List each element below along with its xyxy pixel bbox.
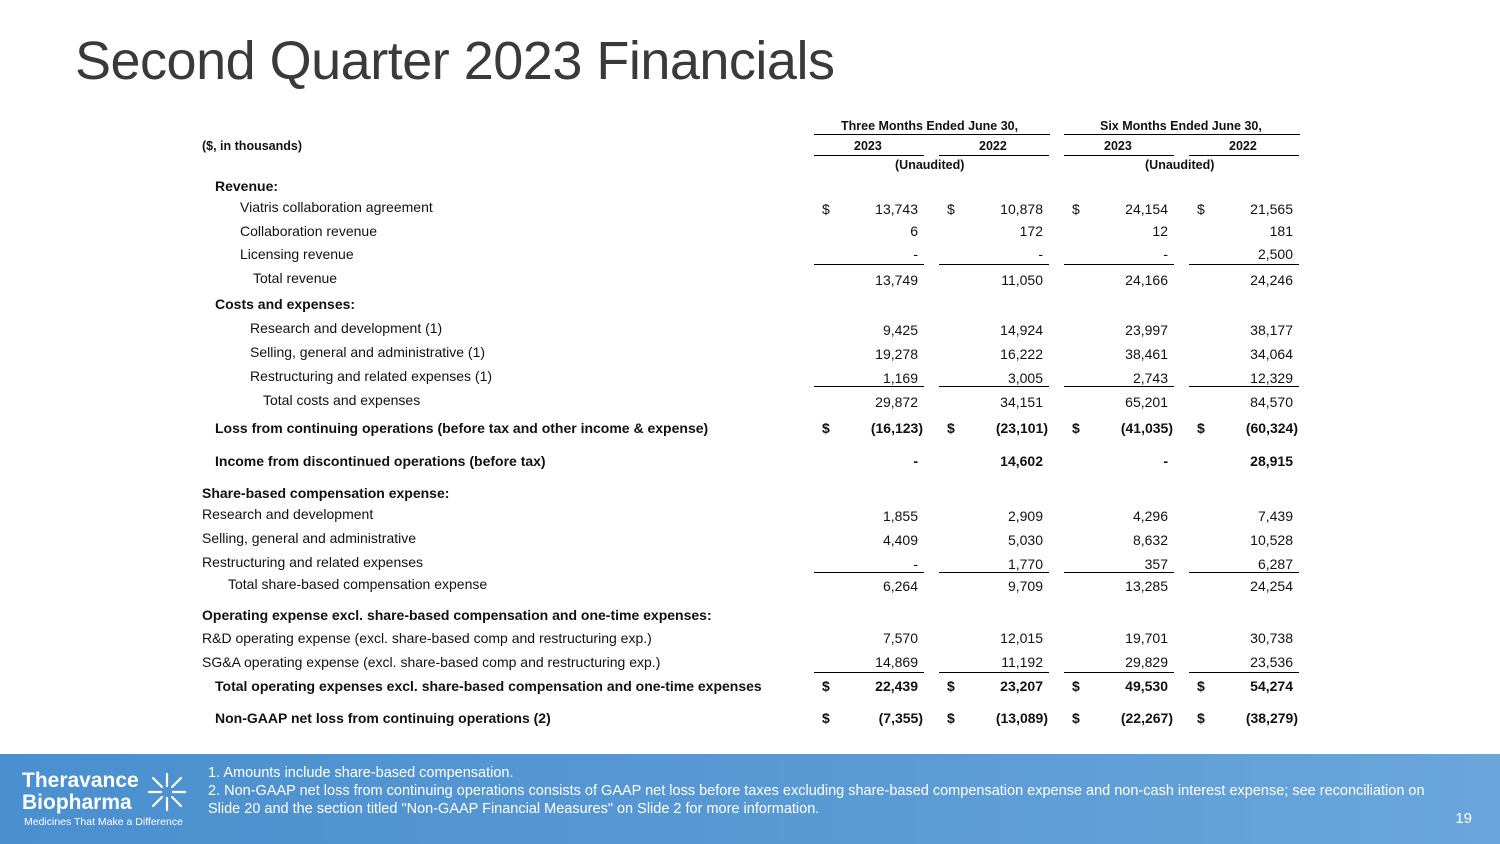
cell-value: 10,528 <box>1250 532 1293 548</box>
dollar-sign: $ <box>822 678 830 694</box>
row-label: Selling, general and administrative (1) <box>250 344 486 360</box>
cell-value: 38,461 <box>1125 346 1168 362</box>
cell-value: 12,015 <box>1000 630 1043 646</box>
cell-value: 84,570 <box>1250 394 1293 410</box>
cell-value: 1,770 <box>1007 556 1043 572</box>
row-label: Total share-based compensation expense <box>228 576 488 592</box>
underline <box>1189 386 1299 387</box>
row-label: SG&A operating expense (excl. share-based comp and restructuring exp.) <box>202 654 661 670</box>
row-label: Restructuring and related expenses <box>202 554 424 570</box>
underline <box>1189 572 1299 573</box>
cell-value: 49,530 <box>1125 678 1168 694</box>
cell-value: - <box>1163 246 1168 262</box>
cell-value: 34,151 <box>1000 394 1043 410</box>
header-unaudited-s: (Unaudited) <box>1145 158 1215 172</box>
footnote-1: 1. Amounts include share-based compensation. <box>208 765 514 781</box>
cell-value: 5,030 <box>1007 532 1043 548</box>
cell-value: (22,267) <box>1120 710 1173 726</box>
cell-value: 8,632 <box>1132 532 1168 548</box>
cell-value: 13,285 <box>1125 578 1168 594</box>
dollar-sign: $ <box>1072 710 1080 726</box>
cell-value: 11,192 <box>1001 654 1043 670</box>
row-label: Costs and expenses: <box>215 296 356 312</box>
row-label: Operating expense excl. share-based compensation and one-time expenses: <box>202 607 712 623</box>
cell-value: 10,878 <box>1000 201 1043 217</box>
row-label: Total operating expenses excl. share-based compensation and one-time expenses <box>215 678 762 694</box>
header-six-months: Six Months Ended June 30, <box>1100 119 1262 133</box>
cell-value: 65,201 <box>1125 394 1168 410</box>
cell-value: 12,329 <box>1250 370 1293 386</box>
cell-value: 23,536 <box>1250 654 1293 670</box>
underline <box>1064 386 1174 387</box>
cell-value: (13,089) <box>995 710 1048 726</box>
cell-value: 181 <box>1269 223 1293 239</box>
header-unaudited-q: (Unaudited) <box>895 158 965 172</box>
underline <box>939 572 1049 573</box>
cell-value: - <box>1163 453 1168 469</box>
cell-value: 4,409 <box>882 532 918 548</box>
cell-value: (7,355) <box>878 710 923 726</box>
cell-value: 24,246 <box>1250 272 1293 288</box>
dollar-sign: $ <box>1197 420 1205 436</box>
cell-value: 24,166 <box>1125 272 1168 288</box>
cell-value: 12 <box>1152 223 1168 239</box>
cell-value: 2,743 <box>1132 370 1168 386</box>
cell-value: 38,177 <box>1250 322 1293 338</box>
cell-value: 172 <box>1019 223 1043 239</box>
underline <box>1189 672 1299 673</box>
cell-value: 7,570 <box>882 630 918 646</box>
row-label: Revenue: <box>215 178 279 194</box>
cell-value: 19,278 <box>875 346 918 362</box>
cell-value: 1,855 <box>882 508 918 524</box>
row-label: Total revenue <box>253 270 338 286</box>
cell-value: 23,997 <box>1125 322 1168 338</box>
theravance-star-icon <box>147 772 187 812</box>
cell-value: (41,035) <box>1120 420 1173 436</box>
row-label: Licensing revenue <box>240 246 354 262</box>
underline <box>1064 264 1174 265</box>
cell-value: 14,869 <box>875 654 918 670</box>
underline <box>939 672 1049 673</box>
dollar-sign: $ <box>947 678 955 694</box>
header-year-q-2022: 2022 <box>979 139 1007 153</box>
cell-value: 24,154 <box>1125 201 1168 217</box>
cell-value: 23,207 <box>1000 678 1043 694</box>
row-label: Share-based compensation expense: <box>202 485 450 501</box>
cell-value: (16,123) <box>870 420 923 436</box>
dollar-sign: $ <box>947 201 955 217</box>
cell-value: - <box>913 453 918 469</box>
cell-value: 21,565 <box>1250 201 1293 217</box>
dollar-sign: $ <box>822 201 830 217</box>
cell-value: (38,279) <box>1245 710 1298 726</box>
cell-value: 30,738 <box>1250 630 1293 646</box>
underline <box>1064 672 1174 673</box>
underline <box>939 264 1049 265</box>
cell-value: 9,425 <box>882 322 918 338</box>
header-year-s-2023: 2023 <box>1104 139 1132 153</box>
cell-value: 6,287 <box>1257 556 1293 572</box>
underline <box>814 386 924 387</box>
row-label: Income from discontinued operations (before tax) <box>215 453 546 469</box>
row-label: Research and development <box>202 506 374 522</box>
cell-value: 13,749 <box>875 272 918 288</box>
cell-value: - <box>913 556 918 572</box>
dollar-sign: $ <box>947 420 955 436</box>
cell-value: 2,500 <box>1257 246 1293 262</box>
page-number: 19 <box>1455 810 1472 827</box>
row-label: Viatris collaboration agreement <box>240 199 433 215</box>
cell-value: 34,064 <box>1250 346 1293 362</box>
row-label: Loss from continuing operations (before tax and other income & expense) <box>215 420 709 436</box>
dollar-sign: $ <box>822 710 830 726</box>
cell-value: 9,709 <box>1007 578 1043 594</box>
dollar-sign: $ <box>1197 201 1205 217</box>
page-title: Second Quarter 2023 Financials <box>75 31 835 91</box>
row-label: Non-GAAP net loss from continuing operations (2) <box>215 710 551 726</box>
header-units: ($, in thousands) <box>202 139 302 153</box>
footnote-2: 2. Non-GAAP net loss from continuing operations consists of GAAP net loss before taxes excluding share-based compensation expense and non-cash interest expense; see reconciliation on Slide 20 and the section titled "Non-GAAP Financial Measures" on Slide 2 for more information. <box>208 783 1425 817</box>
cell-value: 11,050 <box>1001 272 1043 288</box>
logo-line-2: Biopharma <box>22 791 132 814</box>
cell-value: 4,296 <box>1132 508 1168 524</box>
cell-value: 7,439 <box>1257 508 1293 524</box>
underline <box>1064 572 1174 573</box>
dollar-sign: $ <box>1072 201 1080 217</box>
header-year-s-2022: 2022 <box>1229 139 1257 153</box>
logo-line-1: Theravance <box>22 769 139 792</box>
footer-bar <box>0 754 1500 844</box>
cell-value: 3,005 <box>1007 370 1043 386</box>
cell-value: 29,829 <box>1125 654 1168 670</box>
cell-value: - <box>913 246 918 262</box>
cell-value: 24,254 <box>1250 578 1293 594</box>
dollar-sign: $ <box>1072 678 1080 694</box>
dollar-sign: $ <box>1072 420 1080 436</box>
underline <box>814 264 924 265</box>
cell-value: (23,101) <box>995 420 1048 436</box>
cell-value: (60,324) <box>1245 420 1298 436</box>
cell-value: 6,264 <box>882 578 918 594</box>
underline <box>1189 264 1299 265</box>
row-label: Collaboration revenue <box>240 223 377 239</box>
logo-text <box>22 770 139 814</box>
header-year-q-2023: 2023 <box>854 139 882 153</box>
cell-value: 22,439 <box>875 678 918 694</box>
cell-value: 28,915 <box>1250 453 1293 469</box>
cell-value: 29,872 <box>875 394 918 410</box>
dollar-sign: $ <box>822 420 830 436</box>
cell-value: 14,602 <box>1000 453 1043 469</box>
cell-value: 16,222 <box>1000 346 1043 362</box>
underline <box>939 386 1049 387</box>
row-label: Research and development (1) <box>250 320 443 336</box>
cell-value: 6 <box>910 223 918 239</box>
cell-value: 2,909 <box>1007 508 1043 524</box>
cell-value: 19,701 <box>1125 630 1168 646</box>
dollar-sign: $ <box>1197 678 1205 694</box>
cell-value: 357 <box>1144 556 1168 572</box>
row-label: Total costs and expenses <box>263 392 421 408</box>
cell-value: 54,274 <box>1250 678 1293 694</box>
underline <box>814 572 924 573</box>
underline <box>814 672 924 673</box>
dollar-sign: $ <box>1197 710 1205 726</box>
dollar-sign: $ <box>947 710 955 726</box>
cell-value: - <box>1038 246 1043 262</box>
row-label: R&D operating expense (excl. share-based comp and restructuring exp.) <box>202 630 652 646</box>
cell-value: 13,743 <box>875 201 918 217</box>
header-three-months: Three Months Ended June 30, <box>841 119 1019 133</box>
row-label: Restructuring and related expenses (1) <box>250 368 493 384</box>
cell-value: 14,924 <box>1000 322 1043 338</box>
row-label: Selling, general and administrative <box>202 530 417 546</box>
logo-tagline: Medicines That Make a Difference <box>24 816 183 828</box>
cell-value: 1,169 <box>882 370 918 386</box>
